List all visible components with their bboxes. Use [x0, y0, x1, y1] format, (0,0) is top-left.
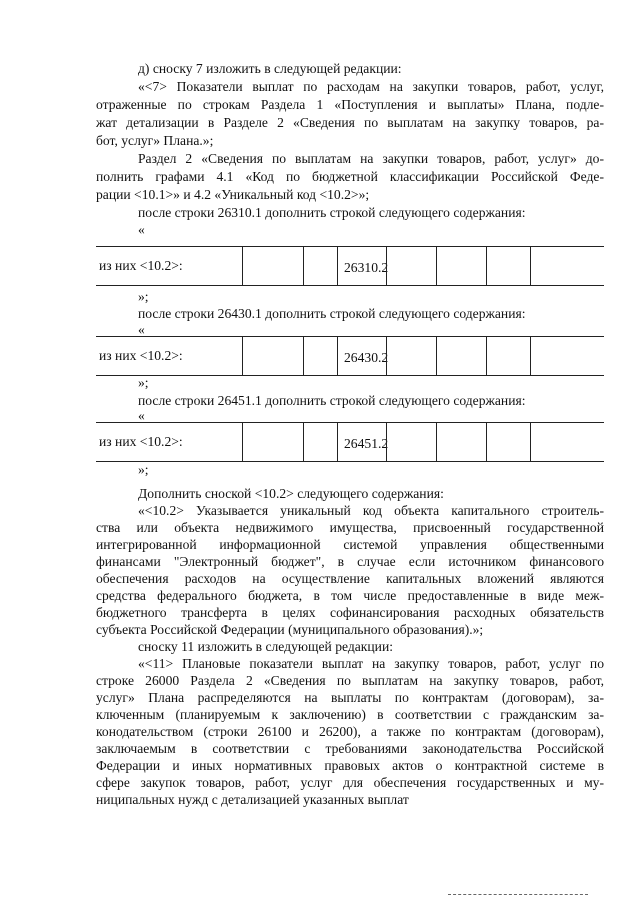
table-cell-divider — [303, 337, 304, 375]
footnote11-line-8: сфере закупок товаров, работ, услуг для обеспечения государственных и му- — [96, 775, 604, 790]
footnote10-2-line-6: средства федерального бюджета, в том числе предоставленные в виде меж- — [96, 588, 604, 603]
quote-close-2: »; — [138, 375, 149, 390]
table-cell-divider — [436, 423, 437, 461]
row-code: 26310.2 — [344, 260, 389, 275]
after-26430-line: после строки 26430.1 дополнить строкой следующего содержания: — [138, 306, 526, 321]
quote-open-1: « — [138, 222, 145, 237]
table-cell-divider — [486, 337, 487, 375]
table-cell-divider — [436, 247, 437, 285]
quote-close-1: »; — [138, 289, 149, 304]
footnote10-2-line-7: бюджетного трансферта в целях софинансирования расходных обязательств — [96, 605, 604, 620]
row-code: 26430.2 — [344, 350, 389, 365]
footnote7-line-3: жат детализации в Разделе 2 «Сведения по выплатам на закупку товаров, ра- — [96, 115, 604, 130]
quote-close-3: »; — [138, 462, 149, 477]
table-cell-divider — [242, 423, 243, 461]
table-cell-divider — [242, 337, 243, 375]
table-cell-divider — [242, 247, 243, 285]
table-cell-divider — [530, 337, 531, 375]
footnote11-line-3: услуг» Плана распределяются на выплаты по контрактам (договорам), за- — [96, 690, 604, 705]
table-cell-divider — [386, 423, 387, 461]
quote-open-3: « — [138, 408, 145, 423]
section2-line-1: Раздел 2 «Сведения по выплатам на закупки товаров, работ, услуг» до- — [138, 151, 604, 166]
section2-line-2: полнить графами 4.1 «Код по бюджетной классификации Российской Феде- — [96, 169, 604, 184]
footnote10-2-line-1: «<10.2> Указывается уникальный код объекта капитального строитель- — [138, 503, 604, 518]
row-label: из них <10.2>: — [99, 258, 183, 273]
para-footnote7-intro: д) сноску 7 изложить в следующей редакции: — [138, 61, 402, 76]
footnote10-2-line-3: интегрированной информационной системой управления общественными — [96, 537, 604, 552]
row-code: 26451.2 — [344, 436, 389, 451]
after-26451-line: после строки 26451.1 дополнить строкой следующего содержания: — [138, 393, 526, 408]
after-26310-line: после строки 26310.1 дополнить строкой следующего содержания: — [138, 205, 526, 220]
table-cell-divider — [530, 423, 531, 461]
table-row-26310 — [96, 246, 604, 286]
footnote10-2-line-2: ства или объекта недвижимого имущества, присвоенный государственной — [96, 520, 604, 535]
footnote11-line-5: конодательством (строки 26100 и 26200), а также по контрактам (договорам), — [96, 724, 604, 739]
footnote11-line-9: ниципальных нужд с детализацией указанных выплат — [96, 792, 409, 807]
footnote11-line-7: Федерации и иных нормативных правовых актов о контрактной системе в — [96, 758, 604, 773]
footnote10-2-line-4: финансами "Электронный бюджет", в случае если источником финансового — [96, 554, 604, 569]
table-row-26430 — [96, 336, 604, 376]
footnote10-2-intro: Дополнить сноской <10.2> следующего содержания: — [138, 486, 444, 501]
footnote11-line-2: строке 26000 Раздела 2 «Сведения по выплатам на закупку товаров, работ, — [96, 673, 604, 688]
table-cell-divider — [337, 423, 338, 461]
footnote7-line-4: бот, услуг» Плана.»; — [96, 133, 214, 148]
row-label: из них <10.2>: — [99, 434, 183, 449]
table-cell-divider — [303, 423, 304, 461]
table-cell-divider — [436, 337, 437, 375]
footnote7-line-2: отраженные по строкам Раздела 1 «Поступления и выплаты» Плана, подле- — [96, 97, 604, 112]
quote-open-2: « — [138, 322, 145, 337]
footer-dashed-line — [448, 894, 588, 895]
footnote11-line-6: заключаемым в соответствии с требованиями законодательства Российской — [96, 741, 604, 756]
table-cell-divider — [337, 247, 338, 285]
table-cell-divider — [303, 247, 304, 285]
footnote11-line-4: ключенным (планируемым к заключению) в соответствии с гражданским за- — [96, 707, 604, 722]
row-label: из них <10.2>: — [99, 348, 183, 363]
table-cell-divider — [386, 337, 387, 375]
footnote10-2-line-5: обеспечения расходов на осуществление капитальных вложений являются — [96, 571, 604, 586]
table-row-26451 — [96, 422, 604, 462]
table-cell-divider — [337, 337, 338, 375]
footnote11-line-1: «<11> Плановые показатели выплат на закупку товаров, работ, услуг по — [138, 656, 604, 671]
footnote10-2-line-8: субъекта Российской Федерации (муниципального образования).»; — [96, 622, 484, 637]
table-cell-divider — [530, 247, 531, 285]
section2-line-3: рации <10.1>» и 4.2 «Уникальный код <10.2>»; — [96, 187, 370, 202]
footnote11-intro: сноску 11 изложить в следующей редакции: — [138, 639, 394, 654]
table-cell-divider — [486, 423, 487, 461]
footnote7-line-1: «<7> Показатели выплат по расходам на закупки товаров, работ, услуг, — [138, 79, 604, 94]
table-cell-divider — [386, 247, 387, 285]
table-cell-divider — [486, 247, 487, 285]
